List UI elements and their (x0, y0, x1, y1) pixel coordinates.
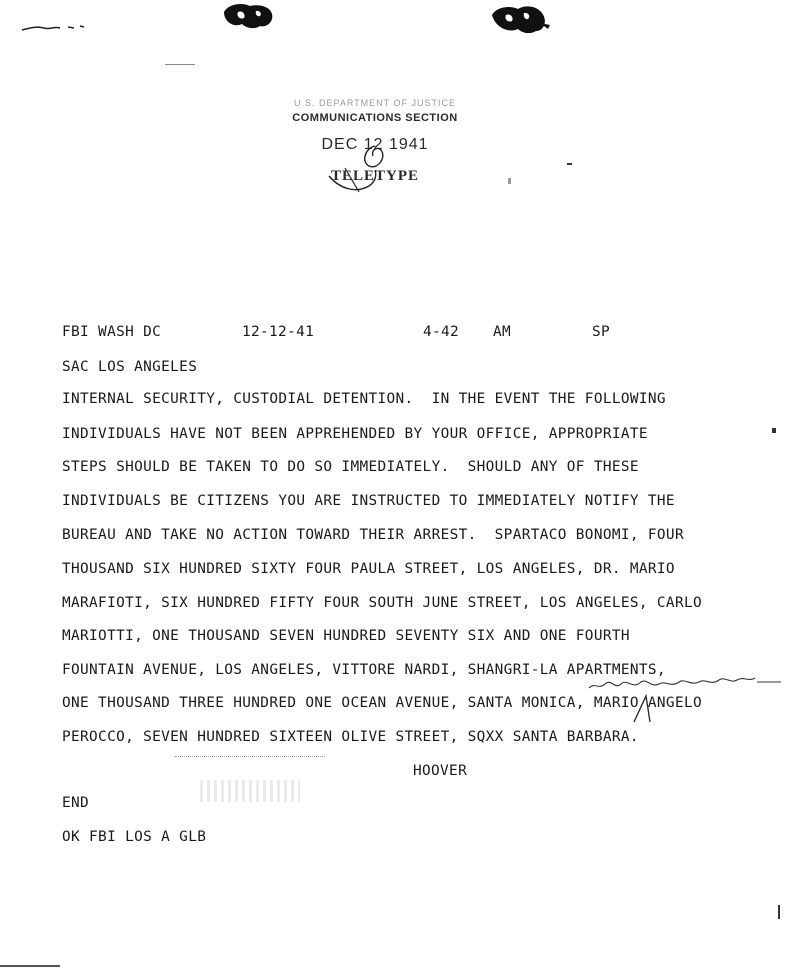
speck (165, 64, 195, 65)
body-line: INDIVIDUALS BE CITIZENS YOU ARE INSTRUCTED TO IMMEDIATELY NOTIFY THE (62, 493, 675, 509)
punch-hole-right-icon (490, 3, 552, 37)
faint-stamp-smudge (200, 780, 300, 802)
caret-insert-mark-icon (630, 694, 660, 724)
speck (508, 178, 511, 184)
punch-hole-left-icon (220, 2, 276, 32)
speck (778, 905, 780, 919)
header-time: 4-42 (423, 324, 460, 340)
header-from: FBI WASH DC (62, 324, 162, 340)
body-line: MARAFIOTI, SIX HUNDRED FIFTY FOUR SOUTH JUNE STREET, LOS ANGELES, CARLO (62, 595, 702, 611)
speck (772, 428, 776, 433)
stamp-date: DEC 12 1941 (321, 136, 429, 153)
body-line: STEPS SHOULD BE TAKEN TO DO SO IMMEDIATELY. SHOULD ANY OF THESE (62, 459, 639, 475)
communications-stamp (285, 98, 465, 228)
header-ampm: AM (493, 324, 512, 340)
speck (567, 163, 572, 165)
body-line: INDIVIDUALS HAVE NOT BEEN APPREHENDED BY YOUR OFFICE, APPROPRIATE (62, 426, 648, 442)
stamp-agency: U.S. DEPARTMENT OF JUSTICE (293, 98, 456, 108)
body-line: FOUNTAIN AVENUE, LOS ANGELES, VITTORE NARDI, SHANGRI-LA APARTMENTS, (62, 662, 666, 678)
stamp-section: COMMUNICATIONS SECTION (292, 112, 458, 124)
body-line: BUREAU AND TAKE NO ACTION TOWARD THEIR ARREST. SPARTACO BONOMI, FOUR (62, 527, 684, 543)
corner-scratch-icon (20, 16, 90, 36)
faint-stamp-smudge (175, 742, 325, 757)
body-line: ONE THOUSAND THREE HUNDRED ONE OCEAN AVENUE, SANTA MONICA, MARIO ANGELO (62, 695, 702, 711)
stamp-type: TELETYPE (330, 168, 420, 184)
body-line: THOUSAND SIX HUNDRED SIXTY FOUR PAULA STREET, LOS ANGELES, DR. MARIO (62, 561, 675, 577)
end-marker: END (62, 795, 90, 811)
body-line: INTERNAL SECURITY, CUSTODIAL DETENTION. IN THE EVENT THE FOLLOWING (62, 391, 666, 407)
header-initials: SP (592, 324, 611, 340)
body-line: MARIOTTI, ONE THOUSAND SEVEN HUNDRED SEVENTY SIX AND ONE FOURTH (62, 628, 630, 644)
acknowledgment-line: OK FBI LOS A GLB (62, 829, 207, 845)
addressee: SAC LOS ANGELES (62, 359, 198, 375)
header-date: 12-12-41 (242, 324, 315, 340)
signature: HOOVER (413, 763, 468, 779)
speck (0, 965, 60, 967)
stamp-initial-scribble-icon (325, 140, 415, 200)
body-line: PEROCCO, SEVEN HUNDRED SIXTEEN OLIVE STREET, SQXX SANTA BARBARA. (62, 729, 639, 745)
handwritten-annotation-icon (585, 668, 785, 700)
